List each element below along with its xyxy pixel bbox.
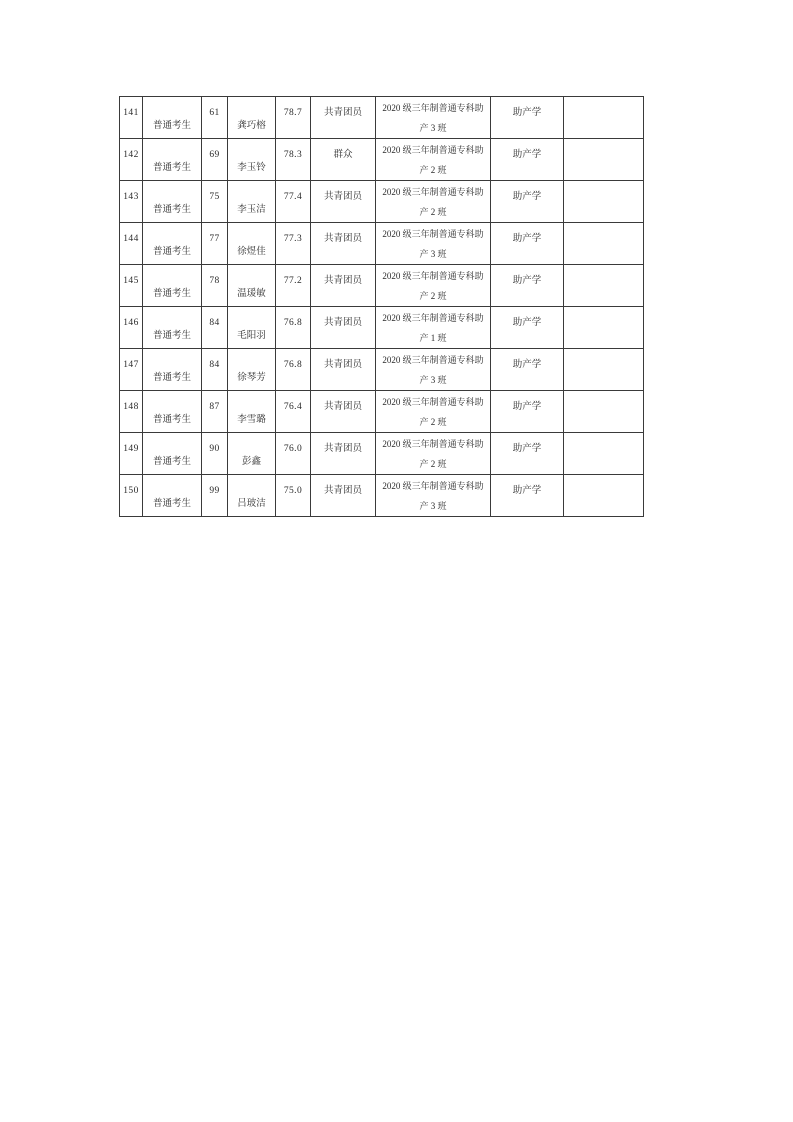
class-line-2: 产 2 班 [419, 458, 447, 469]
cell-major: 助产学 [512, 192, 542, 202]
class-line-2: 产 1 班 [419, 332, 447, 343]
cell-rank: 90 [209, 444, 220, 454]
cell-score: 77.3 [283, 234, 303, 244]
cell-remark [564, 307, 643, 348]
cell-seq: 149 [123, 444, 139, 454]
class-line-1: 2020 级三年制普通专科助 [382, 396, 484, 407]
cell-name: 吕玻洁 [237, 499, 266, 509]
cell-name: 徐煜佳 [237, 247, 266, 257]
class-line-2: 产 2 班 [419, 164, 447, 175]
cell-rank: 78 [209, 276, 220, 286]
class-line-1: 2020 级三年制普通专科助 [382, 438, 484, 449]
class-line-2: 产 3 班 [419, 500, 447, 511]
class-line-2: 产 3 班 [419, 374, 447, 385]
class-line-1: 2020 级三年制普通专科助 [382, 312, 484, 323]
cell-remark [564, 265, 643, 306]
class-line-1: 2020 级三年制普通专科助 [382, 480, 484, 491]
cell-seq: 142 [123, 150, 139, 160]
table-row [120, 307, 644, 349]
class-line-2: 产 2 班 [419, 206, 447, 217]
cell-political-status: 共青团员 [323, 318, 362, 328]
cell-rank: 75 [209, 192, 220, 202]
cell-name: 李玉洁 [237, 205, 266, 215]
cell-major: 助产学 [512, 360, 542, 370]
cell-score: 76.8 [283, 360, 303, 370]
table-row [120, 223, 644, 265]
cell-major: 助产学 [512, 402, 542, 412]
cell-candidate-type: 普通考生 [152, 247, 191, 257]
cell-candidate-type: 普通考生 [152, 373, 191, 383]
cell-rank: 84 [209, 318, 220, 328]
cell-remark [564, 349, 643, 390]
cell-score: 75.0 [283, 486, 303, 496]
cell-class [376, 223, 490, 264]
class-line-2: 产 2 班 [419, 290, 447, 301]
cell-name: 李玉铃 [237, 163, 266, 173]
class-line-2: 产 3 班 [419, 248, 447, 259]
cell-rank: 99 [209, 486, 220, 496]
cell-seq: 147 [123, 360, 139, 370]
cell-seq: 141 [123, 108, 139, 118]
class-line-2: 产 2 班 [419, 416, 447, 427]
cell-class [376, 307, 490, 348]
cell-name: 毛阳羽 [237, 331, 266, 341]
cell-political-status: 共青团员 [323, 192, 362, 202]
class-line-1: 2020 级三年制普通专科助 [382, 144, 484, 155]
cell-class [376, 97, 490, 138]
cell-seq: 145 [123, 276, 139, 286]
class-line-1: 2020 级三年制普通专科助 [382, 186, 484, 197]
cell-class [376, 433, 490, 474]
cell-political-status: 共青团员 [323, 444, 362, 454]
cell-score: 76.8 [283, 318, 303, 328]
cell-rank: 77 [209, 234, 220, 244]
cell-candidate-type: 普通考生 [152, 205, 191, 215]
cell-seq: 144 [123, 234, 139, 244]
cell-major: 助产学 [512, 318, 542, 328]
cell-class [376, 391, 490, 432]
cell-score: 76.0 [283, 444, 303, 454]
table-row [120, 391, 644, 433]
cell-remark [564, 223, 643, 264]
cell-score: 77.2 [283, 276, 303, 286]
cell-class [376, 349, 490, 390]
table-row [120, 349, 644, 391]
cell-seq: 148 [123, 402, 139, 412]
cell-major: 助产学 [512, 486, 542, 496]
cell-candidate-type: 普通考生 [152, 499, 191, 509]
cell-political-status: 共青团员 [323, 402, 362, 412]
cell-score: 76.4 [283, 402, 303, 412]
cell-name: 徐琴芳 [237, 373, 266, 383]
cell-candidate-type: 普通考生 [152, 331, 191, 341]
cell-political-status: 共青团员 [323, 486, 362, 496]
class-line-1: 2020 级三年制普通专科助 [382, 228, 484, 239]
cell-political-status: 群众 [333, 150, 353, 160]
cell-candidate-type: 普通考生 [152, 415, 191, 425]
cell-class [376, 139, 490, 180]
cell-name: 龚巧榕 [237, 121, 266, 131]
cell-major: 助产学 [512, 150, 542, 160]
cell-candidate-type: 普通考生 [152, 457, 191, 467]
cell-political-status: 共青团员 [323, 234, 362, 244]
cell-candidate-type: 普通考生 [152, 121, 191, 131]
table-row [120, 181, 644, 223]
admission-score-table [119, 96, 644, 517]
cell-candidate-type: 普通考生 [152, 289, 191, 299]
cell-score: 78.7 [283, 108, 303, 118]
cell-major: 助产学 [512, 108, 542, 118]
cell-political-status: 共青团员 [323, 276, 362, 286]
cell-candidate-type: 普通考生 [152, 163, 191, 173]
cell-major: 助产学 [512, 444, 542, 454]
cell-name: 李雪璐 [237, 415, 266, 425]
cell-political-status: 共青团员 [323, 360, 362, 370]
class-line-1: 2020 级三年制普通专科助 [382, 102, 484, 113]
cell-rank: 69 [209, 150, 220, 160]
class-line-1: 2020 级三年制普通专科助 [382, 270, 484, 281]
table-row [120, 433, 644, 475]
cell-score: 78.3 [283, 150, 303, 160]
cell-seq: 150 [123, 486, 139, 496]
cell-political-status: 共青团员 [323, 108, 362, 118]
cell-remark [564, 97, 643, 138]
cell-seq: 146 [123, 318, 139, 328]
cell-rank: 84 [209, 360, 220, 370]
cell-remark [564, 475, 643, 516]
table-row [120, 97, 644, 139]
class-line-2: 产 3 班 [419, 122, 447, 133]
cell-major: 助产学 [512, 234, 542, 244]
cell-class [376, 475, 490, 516]
cell-name: 彭鑫 [241, 457, 261, 467]
cell-score: 77.4 [283, 192, 303, 202]
cell-remark [564, 139, 643, 180]
table-row [120, 265, 644, 307]
cell-remark [564, 433, 643, 474]
table-row [120, 139, 644, 181]
cell-class [376, 181, 490, 222]
cell-name: 温瑗敏 [237, 289, 266, 299]
table-row [120, 475, 644, 517]
cell-rank: 87 [209, 402, 220, 412]
cell-major: 助产学 [512, 276, 542, 286]
class-line-1: 2020 级三年制普通专科助 [382, 354, 484, 365]
cell-seq: 143 [123, 192, 139, 202]
cell-class [376, 265, 490, 306]
cell-remark [564, 181, 643, 222]
cell-remark [564, 391, 643, 432]
cell-rank: 61 [209, 108, 220, 118]
